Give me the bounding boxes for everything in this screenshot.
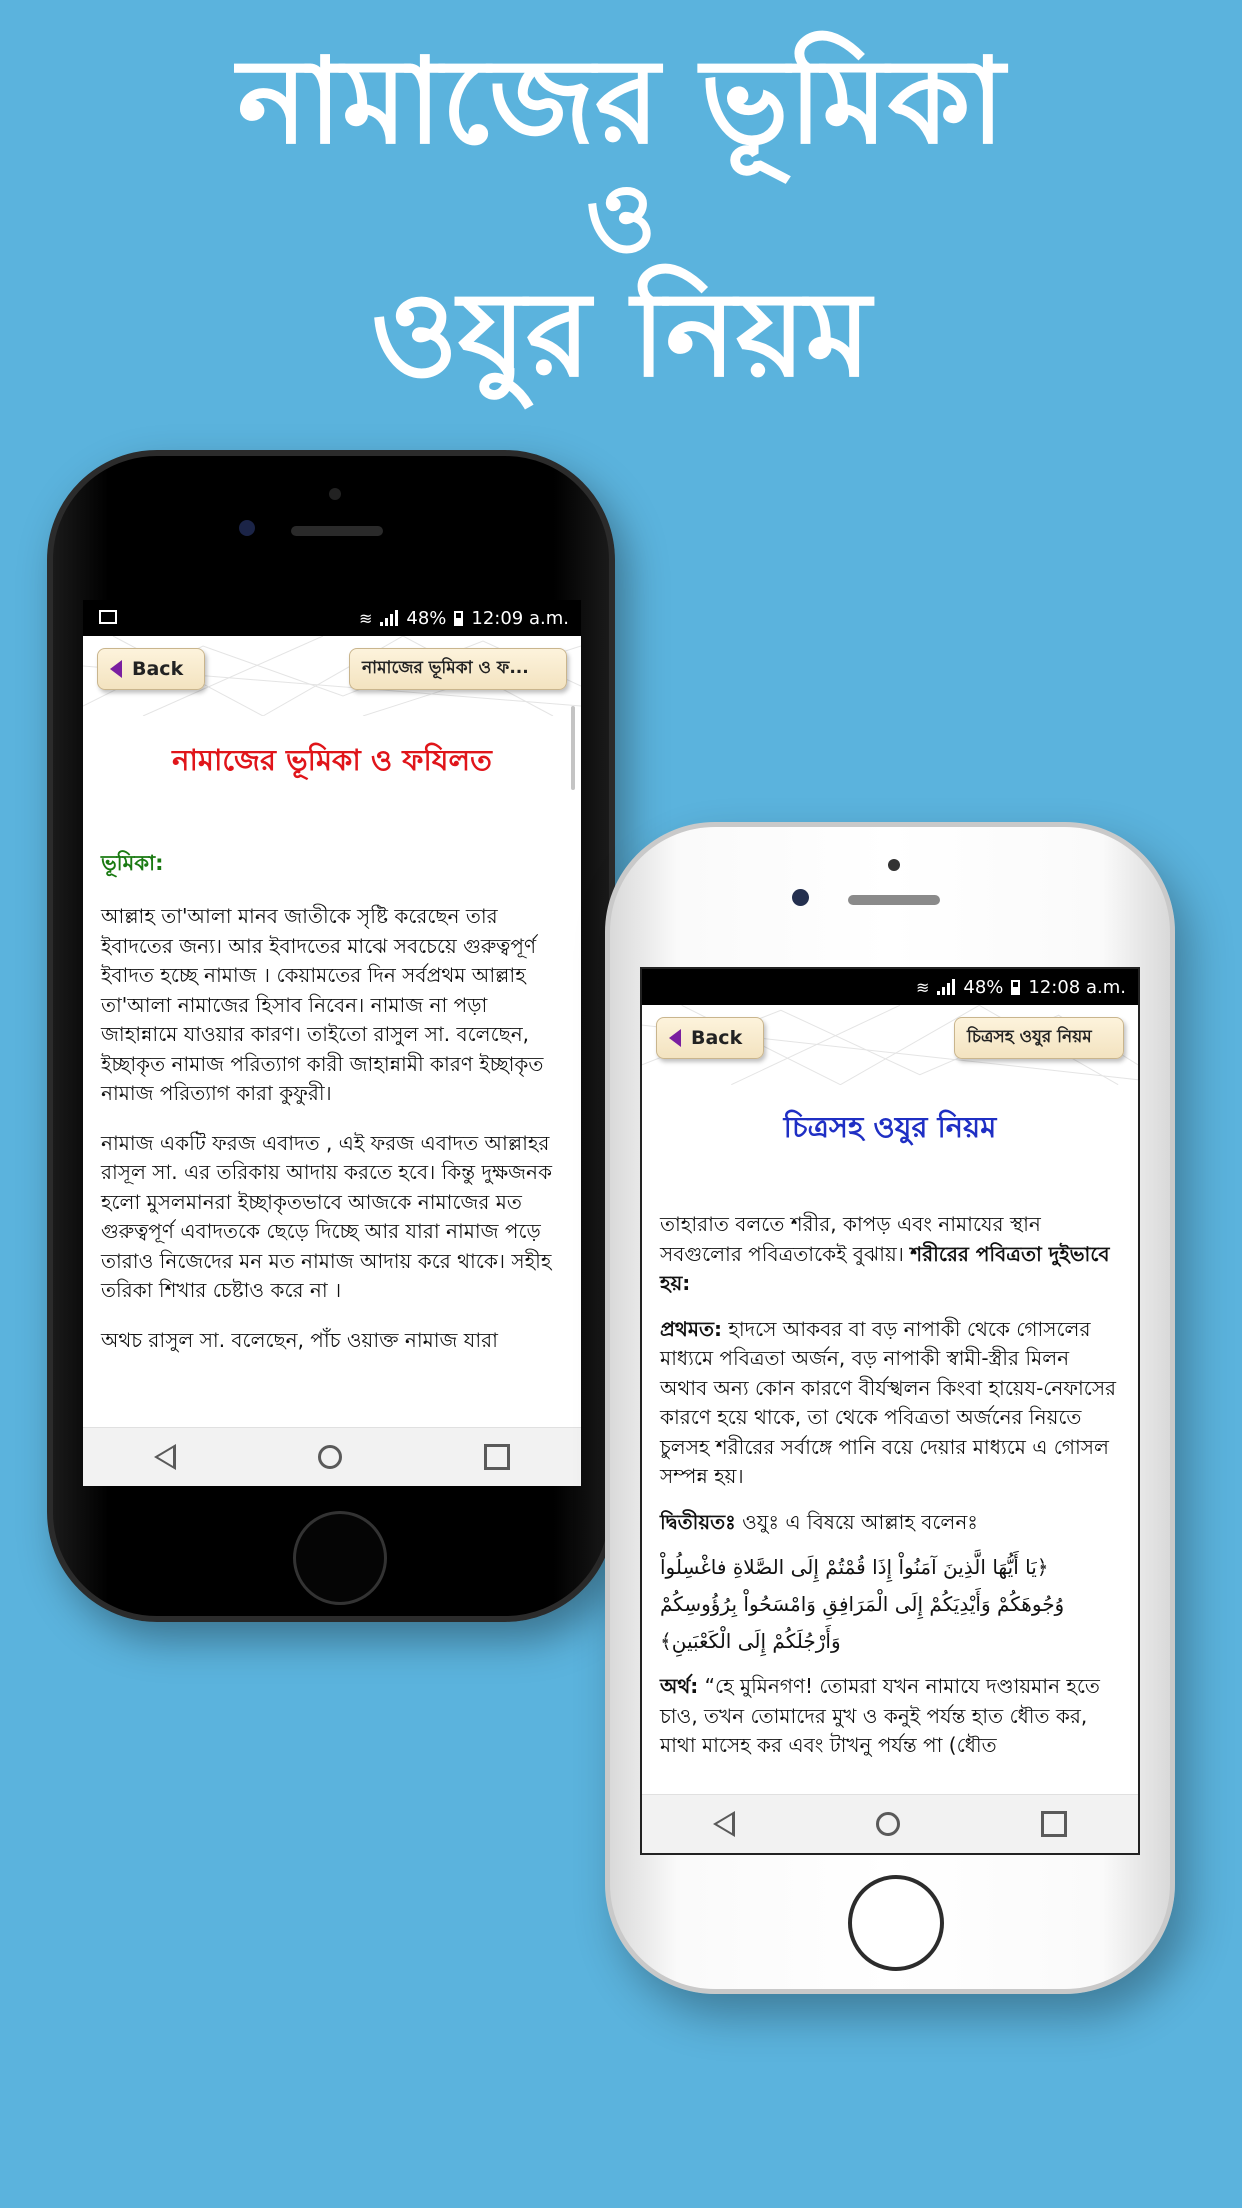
headline-line-3: ওযুর নিয়ম <box>370 264 872 403</box>
signal-icon <box>380 610 398 626</box>
nav-recents-icon[interactable] <box>1041 1811 1067 1837</box>
first-text: হাদসে আকবর বা বড় নাপাকী থেকে গোসলের মাধ্যমে পবিত্রতা অর্জন, বড় নাপাকী স্বামী-স্ত্রীর মিলন অথাব অন্য কোন কারণে বীর্যস্খলন কিংবা হায়েয-নেফাসের কারণে হয়ে থাকে, তা থেকে পবিত্রতা অর্জনের নিয়তে চুলসহ শরীরের সর্বাঙ্গে পানি বয়ে দেয়ার মাধ্যমে এ গোসল সম্পন্ন হয়। <box>660 1316 1117 1488</box>
page-title-button-label: চিত্রসহ ওযুর নিয়ম <box>967 1027 1092 1047</box>
second-paragraph <box>660 1508 1120 1538</box>
home-button[interactable] <box>848 1875 944 1971</box>
home-button[interactable] <box>293 1511 387 1605</box>
intro-text: তাহারাত বলতে শরীর, কাপড় এবং নামাযের স্থান সবগুলোর পবিত্রতাকেই বুঝায়। <box>660 1212 1041 1266</box>
screen-left <box>83 600 581 1486</box>
nav-home-icon[interactable] <box>876 1812 900 1836</box>
battery-icon <box>454 611 463 626</box>
battery-percent: 48% <box>963 976 1004 998</box>
clock: 12:08 a.m. <box>1028 976 1126 998</box>
status-bar <box>83 600 581 636</box>
second-label: দ্বিতীয়তঃ <box>660 1509 736 1534</box>
intro-bold-text: শরীরের পবিত্রতা দুইভাবে হয়: <box>660 1241 1110 1295</box>
paragraph-2: নামাজ একটি ফরজ এবাদত , এই ফরজ এবাদত আল্লাহর রাসূল সা. এর তরিকায় আদায় করতে হবে। কিন্তু দুক্ষজনক হলো মুসলমানরা ইচ্ছাকৃতভাবে আজকে নামাজের মত গুরুত্বপূর্ণ এবাদতকে ছেড়ে দিচ্ছে আর যারা নামাজ পড়ে তারাও নিজেদের মন মত নামাজ আদায় করে থাকে। সহীহ তরিকা শিখার চেষ্টাও করে না । <box>101 1130 552 1302</box>
front-camera-icon <box>239 520 255 536</box>
article <box>642 1077 1138 1761</box>
back-button[interactable] <box>656 1017 764 1059</box>
nav-back-icon[interactable] <box>154 1444 176 1470</box>
page-title-button-label: নামাজের ভূমিকা ও ফ... <box>362 658 529 678</box>
first-label: প্রথমত: <box>660 1316 722 1341</box>
page-title-button[interactable] <box>954 1017 1124 1059</box>
page-title-button[interactable] <box>349 648 567 690</box>
article-title: নামাজের ভূমিকা ও ফযিলত <box>172 743 492 777</box>
app-content <box>83 636 581 1428</box>
earpiece-speaker <box>848 895 940 905</box>
front-camera-icon <box>792 889 809 906</box>
system-nav-bar <box>83 1427 581 1486</box>
back-button[interactable] <box>97 648 205 690</box>
wifi-icon: ≋ <box>915 977 930 997</box>
earpiece-speaker <box>291 526 383 536</box>
section-label: ভূমিকা: <box>101 851 164 875</box>
phone-right <box>605 822 1175 1994</box>
sensor-icon <box>888 859 900 871</box>
headline-line-2: ও <box>585 161 657 274</box>
arabic-verse: ﴿يَا أَيُّهَا الَّذِينَ آمَنُواْ إِذَا قُمْتُمْ إِلَى الصَّلاةِ فاغْسِلُواْ وُجُوهَكُمْ وَأَيْدِيَكُمْ إِلَى الْمَرَافِقِ وَامْسَحُواْ بِرُؤُوسِكُمْ وَأَرْجُلَكُمْ إِلَى الْكَعْبَينِ﴾ <box>660 1555 1065 1653</box>
screen-right <box>640 967 1140 1855</box>
app-content <box>642 1005 1138 1795</box>
nav-home-icon[interactable] <box>318 1445 342 1469</box>
sensor-icon <box>329 488 341 500</box>
battery-icon <box>1011 980 1020 995</box>
nav-recents-icon[interactable] <box>484 1444 510 1470</box>
back-arrow-icon <box>669 1029 681 1047</box>
article <box>83 708 581 1355</box>
headline <box>0 32 1242 403</box>
headline-line-1: নামাজের ভূমিকা <box>237 32 1005 170</box>
paragraph-1: আল্লাহ তা'আলা মানব জাতীকে সৃষ্টি করেছেন তার ইবাদতের জন্য। আর ইবাদতের মাঝে সবচেয়ে গুরুত্বপূর্ণ ইবাদত হচ্ছে নামাজ । কেয়ামতের দিন সর্বপ্রথম আল্লাহ তা'আলা নামাজের হিসাব নিবেন। নামাজ না পড়া জাহান্নামে যাওয়ার কারণ। তাইতো রাসুল সা. বলেছেন, ইচ্ছাকৃত নামাজ পরিত্যাগ কারী জাহান্নামী কারণ ইচ্ছাকৃত নামাজ পরিত্যাগ কারা কুফুরী। <box>101 904 544 1105</box>
battery-percent: 48% <box>406 607 447 629</box>
image-notification-icon <box>99 610 117 624</box>
back-button-label: Back <box>691 1027 743 1049</box>
first-paragraph <box>660 1315 1120 1492</box>
status-bar <box>642 969 1138 1005</box>
paragraph-3: অথচ রাসুল সা. বলেছেন, পাঁচ ওয়াক্ত নামাজ যারা <box>101 1327 498 1352</box>
intro-paragraph <box>660 1210 1120 1299</box>
meaning-text: “হে মুমিনগণ! তোমরা যখন নামাযে দণ্ডায়মান হতে চাও, তখন তোমাদের মুখ ও কনুই পর্যন্ত হাত ধৌত কর, মাথা মাসেহ কর এবং টাখনু পর্যন্ত পা (ধৌত <box>660 1674 1100 1757</box>
phone-left <box>47 450 615 1622</box>
article-title: চিত্রসহ ওযুর নিয়ম <box>783 1110 997 1144</box>
back-arrow-icon <box>110 660 122 678</box>
nav-back-icon[interactable] <box>713 1811 735 1837</box>
clock: 12:09 a.m. <box>471 607 569 629</box>
wifi-icon: ≋ <box>358 608 373 628</box>
back-button-label: Back <box>132 658 184 680</box>
second-text: ওযুঃ এ বিষয়ে আল্লাহ বলেনঃ <box>742 1509 978 1534</box>
meaning-paragraph <box>660 1672 1120 1761</box>
system-nav-bar <box>642 1794 1138 1853</box>
meaning-label: অর্থ: <box>660 1674 699 1698</box>
signal-icon <box>937 979 955 995</box>
